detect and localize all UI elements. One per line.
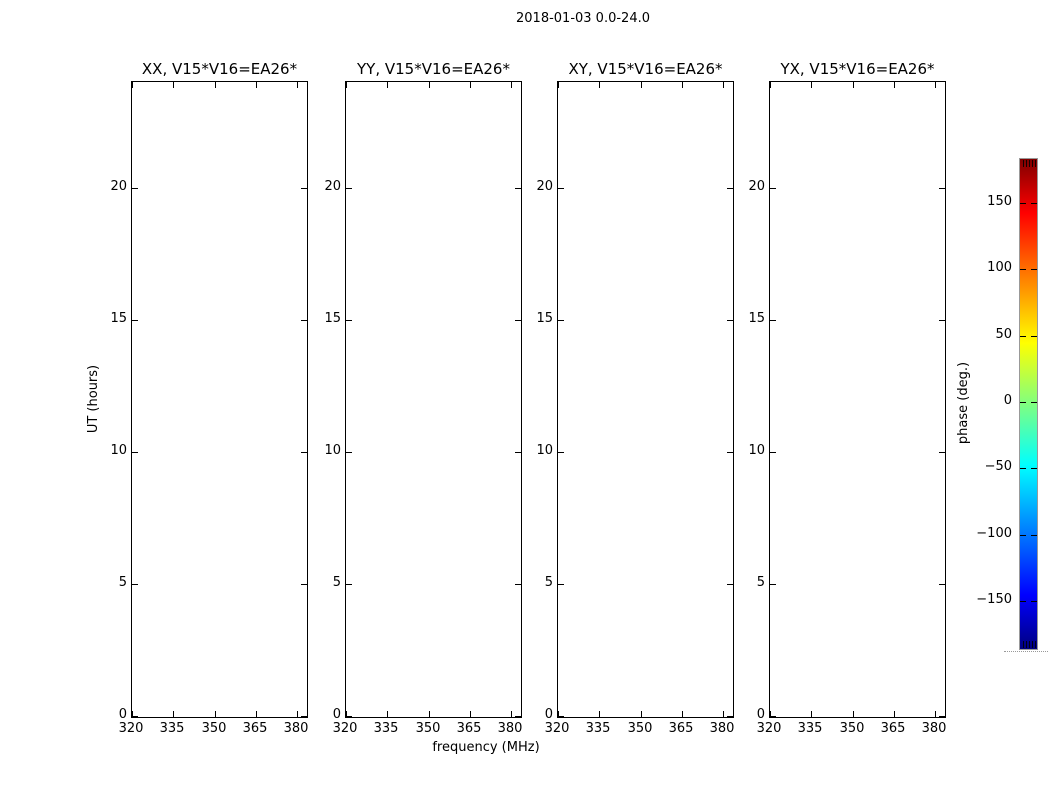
colorbar-tick-left: [1020, 203, 1026, 204]
colorbar-tick-right: [1031, 336, 1037, 337]
x-tick-top: [256, 82, 257, 88]
x-tick: [853, 711, 854, 717]
y-tick-label: 0: [544, 707, 553, 722]
x-tick-label: 365: [880, 721, 906, 736]
y-tick-label: 5: [332, 575, 341, 590]
y-tick-label: 5: [756, 575, 765, 590]
colorbar-tick-label: −100: [976, 526, 1012, 541]
x-tick-top: [935, 82, 936, 88]
y-tick-label: 20: [748, 179, 765, 194]
x-tick-label: 335: [159, 721, 185, 736]
y-tick-right: [939, 188, 945, 189]
subplot-title: XX, V15*V16=EA26*: [141, 60, 298, 78]
y-tick-label: 5: [544, 575, 553, 590]
y-tick: [346, 452, 352, 453]
colorbar-tick-right: [1031, 269, 1037, 270]
x-tick-label: 365: [456, 721, 482, 736]
y-tick: [346, 320, 352, 321]
colorbar-tick-left: [1020, 269, 1026, 270]
x-tick-label: 380: [921, 721, 947, 736]
colorbar-top-hatch: [1032, 160, 1033, 167]
y-tick: [346, 188, 352, 189]
y-tick: [770, 320, 776, 321]
plot-axes-3: [557, 81, 734, 718]
colorbar-tick-label: −50: [984, 459, 1012, 474]
y-tick-label: 10: [110, 443, 127, 458]
y-tick-label: 0: [756, 707, 765, 722]
x-tick-label: 380: [283, 721, 309, 736]
y-tick: [770, 188, 776, 189]
y-tick-label: 5: [118, 575, 127, 590]
x-tick-label: 380: [497, 721, 523, 736]
y-tick-label: 15: [110, 311, 127, 326]
y-tick-label: 15: [536, 311, 553, 326]
x-tick: [297, 711, 298, 717]
colorbar-tick-left: [1020, 336, 1026, 337]
x-tick-top: [853, 82, 854, 88]
y-tick-label: 10: [748, 443, 765, 458]
x-tick-top: [599, 82, 600, 88]
plot-axes-2: [345, 81, 522, 718]
x-tick-label: 365: [242, 721, 268, 736]
colorbar-bottom-hatch: [1032, 641, 1033, 648]
y-tick: [132, 716, 138, 717]
subplot-title: XY, V15*V16=EA26*: [568, 60, 723, 78]
colorbar-tick-label: 0: [1003, 393, 1012, 408]
x-tick: [723, 711, 724, 717]
y-tick: [770, 584, 776, 585]
x-tick-top: [811, 82, 812, 88]
colorbar-top-hatch: [1029, 160, 1030, 167]
x-tick-top: [470, 82, 471, 88]
y-tick-right: [939, 452, 945, 453]
x-tick-top: [215, 82, 216, 88]
x-tick-top: [173, 82, 174, 88]
colorbar-tick-label: 50: [995, 327, 1012, 342]
colorbar-bottom-hatch: [1035, 641, 1036, 648]
y-tick: [346, 716, 352, 717]
x-tick-label: 350: [201, 721, 227, 736]
x-tick-top: [641, 82, 642, 88]
colorbar-tick-left: [1020, 468, 1026, 469]
y-tick-label: 20: [536, 179, 553, 194]
plot-axes-4: [769, 81, 946, 718]
colorbar-tick-right: [1031, 601, 1037, 602]
colorbar-bottom-dotted-line: [1004, 651, 1048, 652]
colorbar-bottom-hatch: [1026, 641, 1027, 648]
x-tick-label: 320: [756, 721, 782, 736]
y-tick: [770, 716, 776, 717]
y-tick: [132, 452, 138, 453]
x-tick: [387, 711, 388, 717]
colorbar-tick-right: [1031, 535, 1037, 536]
x-tick-label: 365: [668, 721, 694, 736]
x-tick-label: 350: [415, 721, 441, 736]
colorbar-tick-label: 100: [987, 260, 1012, 275]
y-tick: [770, 452, 776, 453]
y-tick: [346, 584, 352, 585]
y-tick-right: [939, 584, 945, 585]
x-tick-label: 320: [118, 721, 144, 736]
x-tick-top: [346, 82, 347, 88]
colorbar: [1019, 158, 1038, 650]
colorbar-label: phase (deg.): [956, 361, 971, 445]
x-tick-label: 380: [709, 721, 735, 736]
colorbar-top-hatch: [1023, 160, 1024, 167]
x-tick-top: [429, 82, 430, 88]
y-tick: [558, 584, 564, 585]
x-tick: [511, 711, 512, 717]
y-tick-right: [939, 320, 945, 321]
y-tick: [132, 320, 138, 321]
x-tick: [935, 711, 936, 717]
y-tick: [558, 716, 564, 717]
y-tick-label: 10: [324, 443, 341, 458]
y-tick: [132, 188, 138, 189]
y-tick-label: 10: [536, 443, 553, 458]
y-tick: [558, 452, 564, 453]
x-tick: [811, 711, 812, 717]
x-tick: [429, 711, 430, 717]
y-tick-label: 0: [332, 707, 341, 722]
x-tick: [470, 711, 471, 717]
x-tick-top: [894, 82, 895, 88]
x-tick-label: 320: [544, 721, 570, 736]
x-tick: [599, 711, 600, 717]
colorbar-tick-right: [1031, 402, 1037, 403]
y-axis-label: UT (hours): [86, 364, 101, 434]
x-tick-top: [558, 82, 559, 88]
x-tick-top: [682, 82, 683, 88]
x-tick: [641, 711, 642, 717]
x-tick: [173, 711, 174, 717]
y-tick-label: 15: [324, 311, 341, 326]
x-tick-label: 335: [797, 721, 823, 736]
colorbar-tick-left: [1020, 402, 1026, 403]
x-tick-label: 350: [839, 721, 865, 736]
x-tick: [682, 711, 683, 717]
colorbar-tick-right: [1031, 203, 1037, 204]
colorbar-tick-label: 150: [987, 194, 1012, 209]
x-tick-label: 350: [627, 721, 653, 736]
colorbar-tick-left: [1020, 535, 1026, 536]
y-tick-label: 0: [118, 707, 127, 722]
figure-title: 2018-01-03 0.0-24.0: [516, 11, 650, 26]
y-tick-label: 15: [748, 311, 765, 326]
x-axis-label: frequency (MHz): [432, 740, 540, 755]
colorbar-gradient: [1020, 159, 1037, 649]
x-tick: [256, 711, 257, 717]
subplot-title: YY, V15*V16=EA26*: [357, 60, 510, 78]
x-tick-label: 335: [585, 721, 611, 736]
colorbar-tick-label: −150: [976, 592, 1012, 607]
x-tick-top: [132, 82, 133, 88]
y-tick: [558, 188, 564, 189]
x-tick-label: 335: [373, 721, 399, 736]
x-tick-top: [511, 82, 512, 88]
x-tick: [215, 711, 216, 717]
y-tick-label: 20: [110, 179, 127, 194]
plot-axes-1: [131, 81, 308, 718]
colorbar-tick-right: [1031, 468, 1037, 469]
y-tick-right: [939, 716, 945, 717]
x-tick-top: [387, 82, 388, 88]
y-tick: [558, 320, 564, 321]
x-tick-label: 320: [332, 721, 358, 736]
colorbar-tick-left: [1020, 601, 1026, 602]
subplot-title: YX, V15*V16=EA26*: [780, 60, 935, 78]
x-tick-top: [770, 82, 771, 88]
x-tick-top: [297, 82, 298, 88]
y-tick: [132, 584, 138, 585]
x-tick: [894, 711, 895, 717]
colorbar-top-hatch: [1035, 160, 1036, 167]
y-tick-label: 20: [324, 179, 341, 194]
colorbar-top-hatch: [1026, 160, 1027, 167]
colorbar-bottom-hatch: [1029, 641, 1030, 648]
colorbar-bottom-hatch: [1023, 641, 1024, 648]
x-tick-top: [723, 82, 724, 88]
